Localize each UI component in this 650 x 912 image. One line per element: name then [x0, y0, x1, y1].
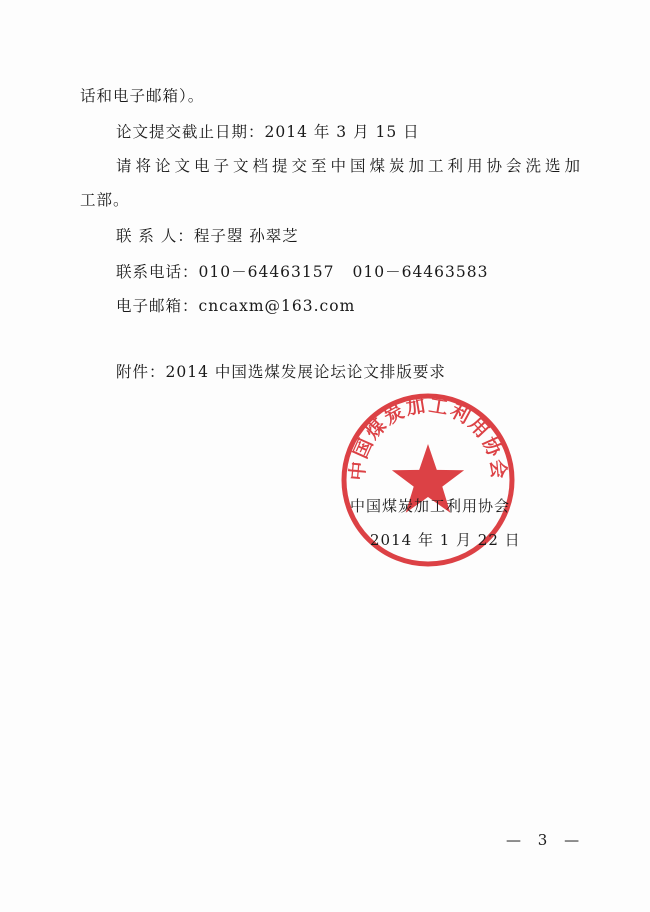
contact-line	[116, 226, 299, 246]
phone-label: 联系电话：	[116, 263, 199, 281]
deadline-line: 论文提交截止日期：2014 年 3 月 15 日	[116, 123, 420, 141]
submit-line-1: 请将论文电子文档提交至中国煤炭加工利用协会洗选加	[116, 157, 585, 175]
email-address: cncaxm@163.com	[198, 297, 356, 315]
phone-line	[116, 262, 488, 282]
phone-number-2: 010－64463583	[352, 263, 489, 281]
submit-line-2: 工部。	[80, 191, 130, 209]
email-line	[116, 296, 355, 316]
attachment-line: 附件：2014 中国选煤发展论坛论文排版要求	[116, 363, 446, 381]
signature-date: 2014 年 1 月 22 日	[370, 531, 521, 549]
signature-organization: 中国煤炭加工利用协会	[350, 497, 511, 515]
seal-text: 中国煤炭加工利用协会	[346, 394, 510, 482]
email-label: 电子邮箱：	[116, 297, 199, 315]
page-number: — 3 —	[506, 831, 586, 849]
contact-names: 程子曌 孙翠芝	[193, 227, 299, 245]
phone-number-1: 010－64463157	[198, 263, 335, 281]
text-line-continuation: 话和电子邮箱）。	[80, 87, 205, 105]
contact-label: 联 系 人：	[116, 227, 194, 245]
